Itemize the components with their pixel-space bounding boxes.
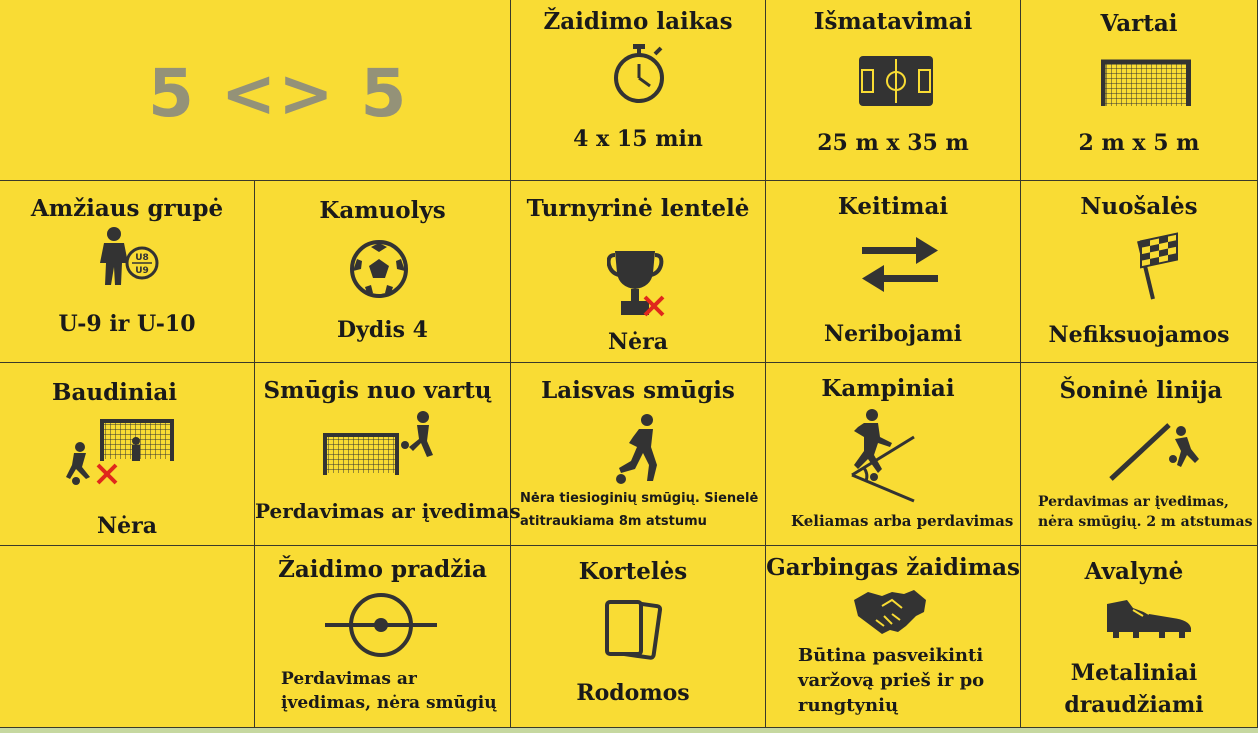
cell-ball bbox=[255, 181, 511, 363]
football-boot-icon bbox=[1103, 598, 1193, 640]
trophy-crossed-icon bbox=[607, 247, 671, 319]
ball-title: Kamuolys bbox=[319, 197, 446, 224]
cell-cards bbox=[511, 546, 766, 728]
kickoff-title: Žaidimo pradžia bbox=[278, 556, 487, 583]
table-title: Turnyrinė lentelė bbox=[526, 195, 750, 222]
cell-subs bbox=[766, 181, 1021, 363]
cell-kickoff bbox=[255, 546, 511, 728]
footwear-line1: Metaliniai bbox=[1070, 660, 1198, 686]
goal-icon bbox=[1101, 58, 1191, 108]
swap-arrows-icon bbox=[860, 235, 940, 295]
throw-in-icon bbox=[1107, 419, 1219, 483]
table-value: Nėra bbox=[608, 329, 668, 355]
cell-table bbox=[511, 181, 766, 363]
fair-play-title: Garbingas žaidimas bbox=[766, 554, 1020, 581]
goal-kick-value: Perdavimas ar įvedimas bbox=[255, 499, 521, 523]
fair-play-line1: Būtina pasveikinti bbox=[798, 645, 984, 666]
game-time-title: Žaidimo laikas bbox=[543, 8, 733, 35]
offside-value: Nefiksuojamos bbox=[1048, 322, 1230, 348]
corners-title: Kampiniai bbox=[821, 375, 955, 402]
footwear-title: Avalynė bbox=[1084, 558, 1184, 585]
cell-goal-kick bbox=[255, 363, 521, 546]
cards-icon bbox=[601, 598, 665, 662]
cell-game-time bbox=[511, 0, 766, 181]
penalties-title: Baudiniai bbox=[52, 379, 177, 406]
player-age-icon bbox=[94, 225, 160, 291]
sideline-line1: Perdavimas ar įvedimas, bbox=[1038, 494, 1229, 510]
footwear-line2: draudžiami bbox=[1064, 692, 1204, 718]
handshake-icon bbox=[852, 586, 928, 638]
free-kick-line1: Nėra tiesioginių smūgių. Sienelė bbox=[520, 491, 759, 506]
subs-title: Keitimai bbox=[837, 193, 949, 220]
goals-value: 2 m x 5 m bbox=[1078, 130, 1200, 156]
cell-free-kick bbox=[511, 363, 766, 546]
free-kick-title: Laisvas smūgis bbox=[541, 377, 735, 404]
field-icon bbox=[859, 56, 933, 106]
cell-goals bbox=[1021, 0, 1258, 181]
ball-value: Dydis 4 bbox=[337, 317, 428, 343]
logo-cell bbox=[0, 0, 511, 181]
bottom-strip bbox=[0, 728, 1258, 733]
cards-value: Rodomos bbox=[576, 680, 690, 706]
goal-kick-title: Smūgis nuo vartų bbox=[263, 377, 492, 404]
cell-empty bbox=[0, 546, 255, 728]
dimensions-value: 25 m x 35 m bbox=[817, 130, 969, 156]
age-badge-bottom: U9 bbox=[135, 266, 149, 276]
corners-value: Keliamas arba perdavimas bbox=[791, 512, 1014, 530]
cell-sideline bbox=[1021, 363, 1258, 546]
goal-kick-icon bbox=[323, 409, 439, 477]
subs-value: Neribojami bbox=[824, 321, 962, 347]
corner-kick-icon bbox=[846, 407, 918, 503]
sideline-title: Šoninė linija bbox=[1059, 377, 1223, 404]
format-logo: 5 <> 5 bbox=[148, 55, 409, 132]
offside-title: Nuošalės bbox=[1080, 193, 1198, 220]
cards-title: Kortelės bbox=[578, 558, 688, 585]
age-group-title: Amžiaus grupė bbox=[30, 195, 224, 222]
cell-dimensions bbox=[766, 0, 1021, 181]
cell-age-group bbox=[0, 181, 255, 363]
free-kick-line2: atitraukiama 8m atstumu bbox=[520, 514, 707, 529]
dimensions-title: Išmatavimai bbox=[813, 8, 973, 35]
game-time-value: 4 x 15 min bbox=[573, 126, 703, 152]
penalties-value: Nėra bbox=[97, 513, 157, 539]
free-kick-icon bbox=[611, 413, 667, 485]
kickoff-line2: įvedimas, nėra smūgių bbox=[281, 693, 497, 713]
cell-corners bbox=[766, 363, 1021, 546]
penalty-kick-icon bbox=[60, 419, 174, 489]
cell-fair-play bbox=[766, 546, 1021, 728]
fair-play-line3: rungtynių bbox=[798, 695, 899, 716]
age-group-value: U-9 ir U-10 bbox=[58, 311, 196, 337]
sideline-line2: nėra smūgių. 2 m atstumas bbox=[1038, 514, 1253, 530]
soccer-ball-icon bbox=[349, 239, 409, 299]
cell-offside bbox=[1021, 181, 1258, 363]
cell-footwear bbox=[1021, 546, 1258, 728]
cell-penalties bbox=[0, 363, 255, 546]
goals-title: Vartai bbox=[1100, 10, 1178, 37]
center-circle-icon bbox=[323, 590, 439, 660]
checkered-flag-icon bbox=[1133, 231, 1185, 301]
age-badge-top: U8 bbox=[135, 253, 149, 263]
stopwatch-icon bbox=[609, 42, 669, 104]
fair-play-line2: varžovą prieš ir po bbox=[798, 670, 985, 691]
kickoff-line1: Perdavimas ar bbox=[281, 669, 417, 689]
